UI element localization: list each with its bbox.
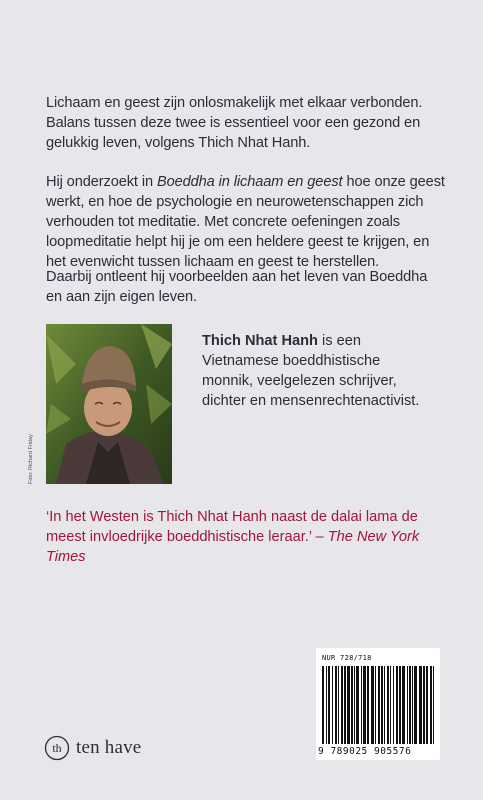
author-bio — [202, 331, 432, 411]
barcode-bar — [396, 666, 398, 744]
barcode-bar — [363, 666, 366, 744]
barcode-bar — [375, 666, 376, 744]
publisher-logo — [44, 734, 141, 762]
barcode-bar — [393, 666, 394, 744]
barcode-bar — [332, 666, 333, 744]
barcode-bar — [387, 666, 389, 744]
isbn-number: 9 789025 905576 — [318, 746, 412, 757]
barcode-bar — [378, 666, 380, 744]
barcode-bar — [361, 666, 362, 744]
description-text: Hij onderzoekt in — [46, 174, 157, 190]
barcode-bar — [381, 666, 383, 744]
barcode-bar — [344, 666, 346, 744]
book-title: Boeddha in lichaam en geest — [156, 174, 343, 190]
publisher-mark-icon — [44, 735, 70, 761]
publisher-name: ten have — [76, 737, 142, 758]
barcode-bar — [423, 666, 425, 744]
nur-code: NUR 728/718 — [322, 654, 372, 662]
barcode-bar — [322, 666, 324, 744]
barcode-bar — [412, 666, 413, 744]
barcode-bar — [371, 666, 374, 744]
author-photo — [46, 324, 172, 484]
barcode-bar — [367, 666, 369, 744]
description-paragraph-3: Daarbij ontleent hij voorbeelden aan het leven van Boeddha en aan zijn eigen leven. — [46, 269, 428, 305]
barcode-bar — [409, 666, 411, 744]
photo-credit: Foto: Richard Friday — [28, 434, 34, 484]
barcode — [316, 648, 440, 760]
barcode-bar — [341, 666, 343, 744]
barcode-bar — [402, 666, 405, 744]
author-bio-text: is een Vietnamese boeddhistische monnik, veelgelezen schrijver, dichter en mensenrechtenactivist. — [202, 333, 420, 409]
barcode-bar — [328, 666, 330, 744]
author-name: Thich Nhat Hanh — [202, 333, 318, 349]
barcode-bar — [419, 666, 422, 744]
barcode-bar — [354, 666, 355, 744]
description-text: hoe onze geest werkt, en hoe de psychologie en neurowetenschappen zich verhouden tot meditatie. Met concrete oefeningen zoals loopmeditatie helpt hij je om een heldere geest te krijgen, en het evenwicht tussen lichaam en geest te herstellen. — [46, 174, 445, 270]
barcode-bar — [347, 666, 350, 744]
barcode-bar — [384, 666, 385, 744]
barcode-bar — [414, 666, 417, 744]
barcode-bar — [426, 666, 428, 744]
description-paragraph-1: Lichaam en geest zijn onlosmakelijk met elkaar verbonden. Balans tussen deze twee is essentieel voor een gezond en gelukkig leven, volgens Thich Nhat Hanh. — [46, 95, 423, 151]
barcode-bar — [433, 666, 434, 744]
quote-text: ‘In het Westen is Thich Nhat Hanh naast de dalai lama de meest invloedrijke boeddhistische leraar.’ – — [46, 509, 418, 545]
barcode-bar — [356, 666, 359, 744]
barcode-bar — [407, 666, 408, 744]
barcode-bars — [322, 666, 434, 746]
publisher-mark-text: th — [52, 741, 62, 755]
barcode-bar — [338, 666, 339, 744]
barcode-bar — [399, 666, 401, 744]
barcode-bar — [390, 666, 391, 744]
review-quote — [46, 507, 456, 567]
description-paragraph-2 — [46, 172, 446, 272]
barcode-bar — [430, 666, 432, 744]
barcode-bar — [335, 666, 337, 744]
barcode-bar — [351, 666, 353, 744]
quote-source: The New York Times — [46, 529, 420, 565]
barcode-bar — [326, 666, 327, 744]
